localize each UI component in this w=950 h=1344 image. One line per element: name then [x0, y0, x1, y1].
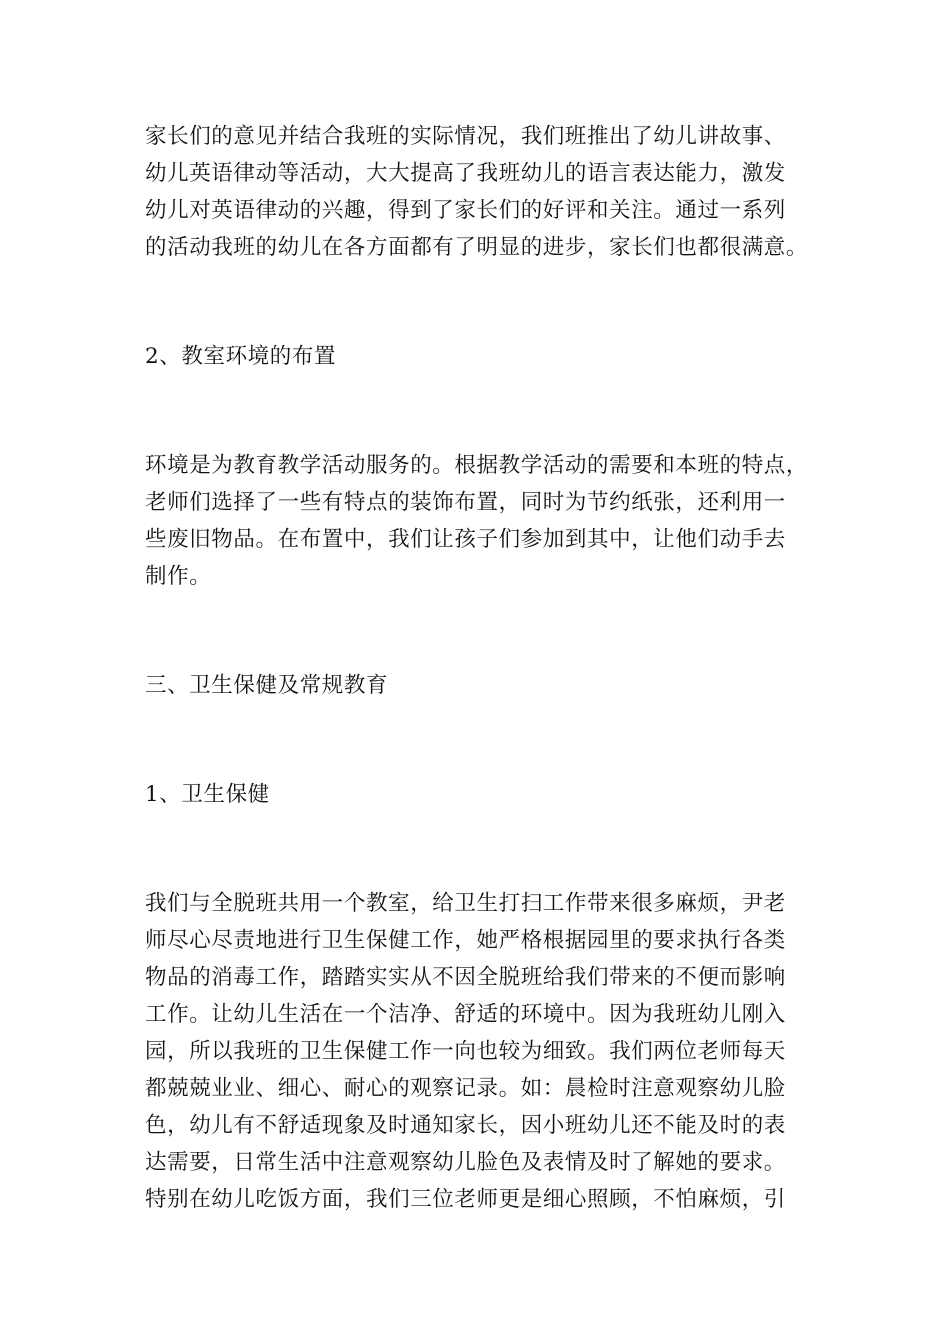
paragraph-1-line: 幼儿英语律动等活动，大大提高了我班幼儿的语言表达能力，激发: [145, 161, 786, 186]
paragraph-2-line: 老师们选择了一些有特点的装饰布置，同时为节约纸张，还利用一: [145, 490, 786, 515]
paragraph-3-line: 都兢兢业业、细心、耐心的观察记录。如：晨检时注意观察幼儿脸: [145, 1076, 786, 1101]
paragraph-3-line: 园，所以我班的卫生保健工作一向也较为细致。我们两位老师每天: [145, 1039, 786, 1064]
paragraph-1-line: 幼儿对英语律动的兴趣，得到了家长们的好评和关注。通过一系列: [145, 198, 786, 223]
paragraph-1-line: 的活动我班的幼儿在各方面都有了明显的进步，家长们也都很满意。: [145, 235, 809, 260]
section-heading-hygiene-care: 1、卫生保健: [145, 782, 270, 807]
paragraph-3-line: 特别在幼儿吃饭方面，我们三位老师更是细心照顾，不怕麻烦，引: [145, 1187, 786, 1212]
paragraph-2-line: 环境是为教育教学活动服务的。根据教学活动的需要和本班的特点，: [145, 453, 809, 478]
paragraph-3-line: 工作。让幼儿生活在一个洁净、舒适的环境中。因为我班幼儿刚入: [145, 1002, 786, 1027]
paragraph-1-line: 家长们的意见并结合我班的实际情况，我们班推出了幼儿讲故事、: [145, 124, 786, 149]
paragraph-3-line: 物品的消毒工作，踏踏实实从不因全脱班给我们带来的不便而影响: [145, 965, 786, 990]
section-heading-hygiene-and-routine: 三、卫生保健及常规教育: [145, 673, 389, 698]
paragraph-3-line: 我们与全脱班共用一个教室，给卫生打扫工作带来很多麻烦，尹老: [145, 891, 786, 916]
paragraph-2-line: 制作。: [145, 564, 212, 589]
paragraph-3-line: 达需要，日常生活中注意观察幼儿脸色及表情及时了解她的要求。: [145, 1150, 786, 1175]
paragraph-2-line: 些废旧物品。在布置中，我们让孩子们参加到其中，让他们动手去: [145, 527, 786, 552]
section-heading-classroom-environment: 2、教室环境的布置: [145, 344, 337, 369]
paragraph-3-line: 色，幼儿有不舒适现象及时通知家长，因小班幼儿还不能及时的表: [145, 1113, 786, 1138]
paragraph-3-line: 师尽心尽责地进行卫生保健工作，她严格根据园里的要求执行各类: [145, 928, 786, 953]
